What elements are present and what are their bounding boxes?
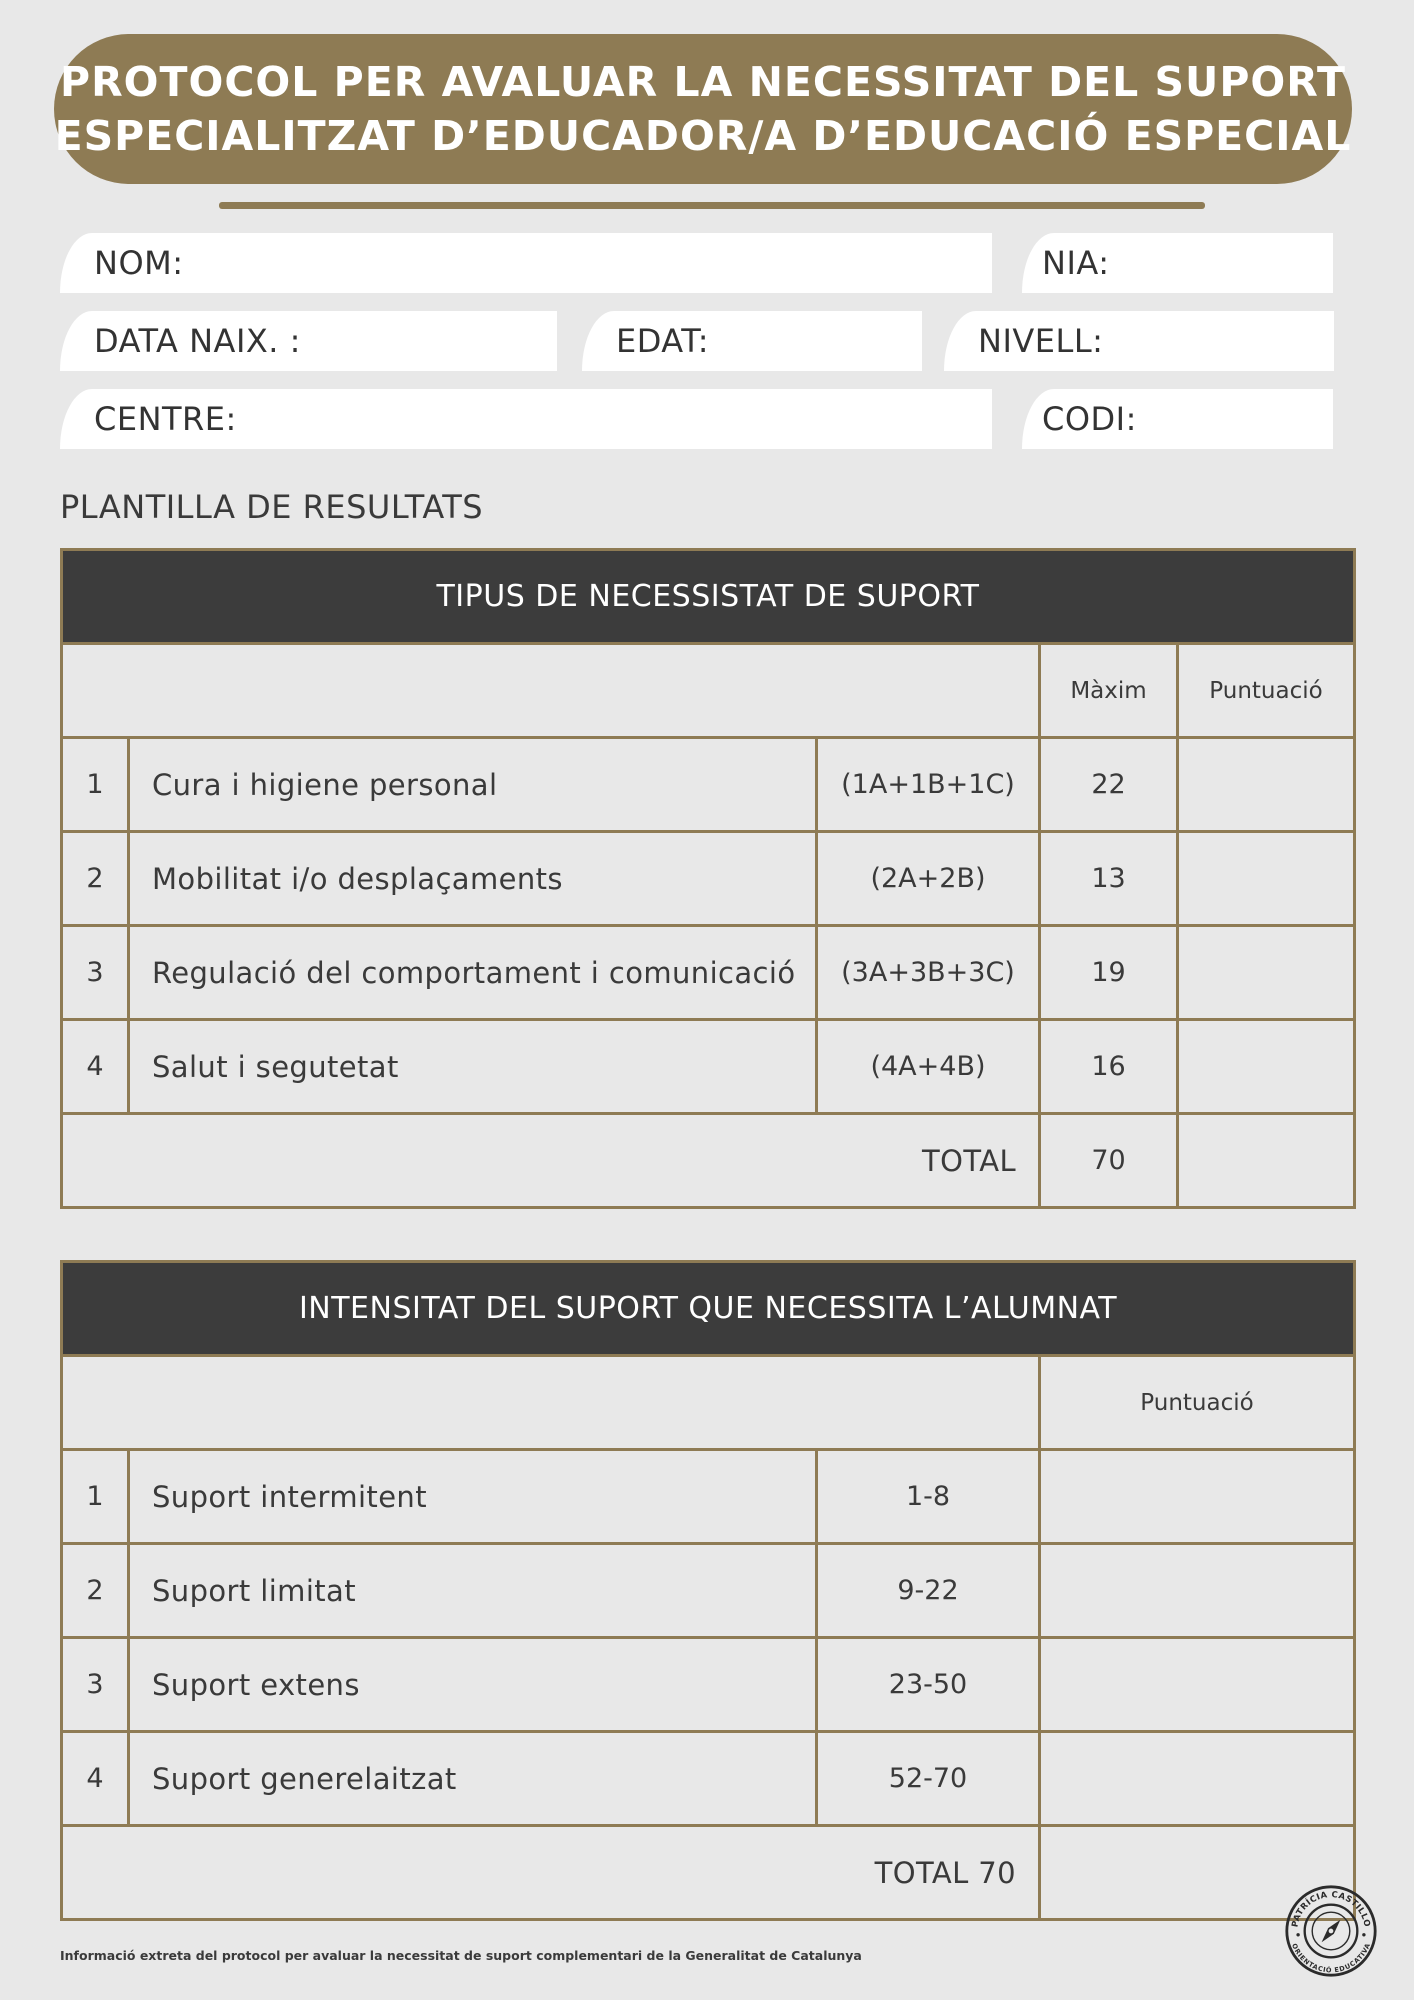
table2-title: INTENSITAT DEL SUPORT QUE NECESSITA L’ALUMNAT bbox=[62, 1262, 1355, 1356]
edat-field[interactable] bbox=[582, 311, 922, 371]
row-number: 4 bbox=[62, 1020, 129, 1114]
nivell-label: NIVELL: bbox=[978, 322, 1104, 360]
table-row bbox=[62, 1450, 1355, 1544]
codi-field[interactable] bbox=[1022, 389, 1333, 449]
table1-max-header: Màxim bbox=[1040, 644, 1178, 738]
title-line-1: PROTOCOL PER AVALUAR LA NECESSITAT DEL SUPORT bbox=[60, 58, 1346, 106]
row-label: Mobilitat i/o desplaçaments bbox=[129, 832, 817, 926]
codi-label: CODI: bbox=[1042, 400, 1137, 438]
title-divider bbox=[219, 202, 1205, 209]
row-score-cell[interactable] bbox=[1178, 738, 1355, 832]
centre-label: CENTRE: bbox=[94, 400, 237, 438]
total-max: 70 bbox=[1040, 1114, 1178, 1208]
row-max: 19 bbox=[1040, 926, 1178, 1020]
row-score-cell[interactable] bbox=[1040, 1544, 1355, 1638]
table-row bbox=[62, 832, 1355, 926]
row-label: Suport generelaitzat bbox=[129, 1732, 817, 1826]
row-code: (2A+2B) bbox=[817, 832, 1040, 926]
table-row bbox=[62, 926, 1355, 1020]
nia-label: NIA: bbox=[1042, 244, 1110, 282]
edat-label: EDAT: bbox=[616, 322, 710, 360]
table-row bbox=[62, 1020, 1355, 1114]
row-number: 3 bbox=[62, 926, 129, 1020]
table1-title: TIPUS DE NECESSISTAT DE SUPORT bbox=[62, 550, 1355, 644]
row-range: 1-8 bbox=[817, 1450, 1040, 1544]
row-score-cell[interactable] bbox=[1178, 926, 1355, 1020]
row-range: 9-22 bbox=[817, 1544, 1040, 1638]
row-range: 52-70 bbox=[817, 1732, 1040, 1826]
nom-label: NOM: bbox=[94, 244, 184, 282]
table1-score-header: Puntuació bbox=[1178, 644, 1355, 738]
row-number: 1 bbox=[62, 738, 129, 832]
support-type-table bbox=[60, 548, 1356, 1209]
nia-field[interactable] bbox=[1022, 233, 1333, 293]
table2-score-header: Puntuació bbox=[1040, 1356, 1355, 1450]
row-number: 2 bbox=[62, 832, 129, 926]
row-max: 22 bbox=[1040, 738, 1178, 832]
total-label: TOTAL 70 bbox=[62, 1826, 1040, 1920]
seal-top-text: PATRÍCIA CASTILLO bbox=[1289, 1889, 1373, 1928]
row-score-cell[interactable] bbox=[1040, 1732, 1355, 1826]
title-banner bbox=[54, 34, 1352, 184]
row-label: Suport intermitent bbox=[129, 1450, 817, 1544]
row-score-cell[interactable] bbox=[1040, 1450, 1355, 1544]
centre-field[interactable] bbox=[60, 389, 992, 449]
footer-note: Informació extreta del protocol per avaluar la necessitat de suport complementari de la Generalitat de Catalunya bbox=[60, 1948, 862, 1963]
row-label: Regulació del comportament i comunicació bbox=[129, 926, 817, 1020]
row-number: 1 bbox=[62, 1450, 129, 1544]
table-row bbox=[62, 1732, 1355, 1826]
table-row bbox=[62, 738, 1355, 832]
svg-text:PATRÍCIA CASTILLO bbox=[1289, 1889, 1372, 1928]
row-max: 16 bbox=[1040, 1020, 1178, 1114]
data-naix-label: DATA NAIX. : bbox=[94, 322, 301, 360]
row-code: (4A+4B) bbox=[817, 1020, 1040, 1114]
row-number: 4 bbox=[62, 1732, 129, 1826]
table2-blank-header bbox=[62, 1356, 1040, 1450]
table1-blank-header bbox=[62, 644, 1040, 738]
title-line-2: ESPECIALITZAT D’EDUCADOR/A D’EDUCACIÓ ESPECIAL bbox=[54, 112, 1352, 160]
total-score-cell[interactable] bbox=[1178, 1114, 1355, 1208]
row-label: Salut i segutetat bbox=[129, 1020, 817, 1114]
total-row bbox=[62, 1114, 1355, 1208]
row-number: 3 bbox=[62, 1638, 129, 1732]
total-label: TOTAL bbox=[62, 1114, 1040, 1208]
row-code: (1A+1B+1C) bbox=[817, 738, 1040, 832]
support-intensity-table bbox=[60, 1260, 1356, 1921]
row-number: 2 bbox=[62, 1544, 129, 1638]
row-code: (3A+3B+3C) bbox=[817, 926, 1040, 1020]
row-label: Suport limitat bbox=[129, 1544, 817, 1638]
row-label: Cura i higiene personal bbox=[129, 738, 817, 832]
table-row bbox=[62, 1544, 1355, 1638]
row-range: 23-50 bbox=[817, 1638, 1040, 1732]
total-row bbox=[62, 1826, 1355, 1920]
nom-field[interactable] bbox=[60, 233, 992, 293]
table-row bbox=[62, 1638, 1355, 1732]
compass-icon bbox=[1284, 1884, 1378, 1978]
seal-bottom-text: ORIENTACIÓ EDUCATIVA bbox=[1290, 1942, 1372, 1975]
data-naix-field[interactable] bbox=[60, 311, 557, 371]
row-score-cell[interactable] bbox=[1178, 1020, 1355, 1114]
row-max: 13 bbox=[1040, 832, 1178, 926]
row-score-cell[interactable] bbox=[1040, 1638, 1355, 1732]
row-score-cell[interactable] bbox=[1178, 832, 1355, 926]
row-label: Suport extens bbox=[129, 1638, 817, 1732]
nivell-field[interactable] bbox=[944, 311, 1334, 371]
section-heading: PLANTILLA DE RESULTATS bbox=[60, 488, 484, 526]
